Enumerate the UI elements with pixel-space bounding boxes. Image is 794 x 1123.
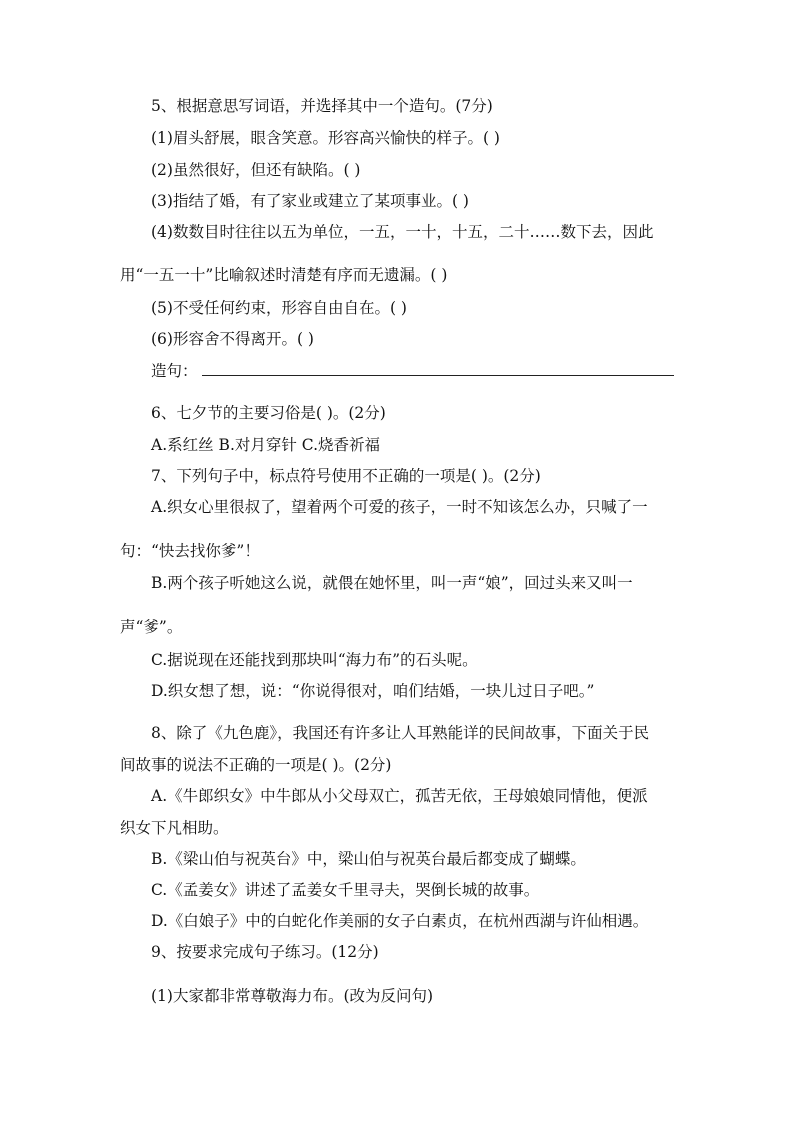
q8-option-b: B.《梁山伯与祝英台》中，梁山伯与祝英台最后都变成了蝴蝶。 <box>151 850 586 868</box>
q8-option-a: A.《牛郎织女》中牛郎从小父母双亡，孤苦无依，王母娘娘同情他，便派 <box>151 787 648 805</box>
q9-title: 9、按要求完成句子练习。(12分) <box>151 943 379 961</box>
q5-item-6: (6)形容舍不得离开。( ) <box>151 330 314 348</box>
q7-option-d: D.织女想了想，说：“你说得很对，咱们结婚，一块儿过日子吧。” <box>151 682 595 700</box>
q5-item-2: (2)虽然很好，但还有缺陷。( ) <box>151 161 361 179</box>
q6-options: A.系红丝 B.对月穿针 C.烧香祈福 <box>151 436 381 454</box>
q5-title: 5、根据意思写词语，并选择其中一个造句。(7分) <box>151 97 493 115</box>
q6-title: 6、七夕节的主要习俗是( )。(2分) <box>151 404 386 422</box>
q8-option-c: C.《孟姜女》讲述了孟姜女千里寻夫，哭倒长城的故事。 <box>151 881 540 899</box>
q8-option-d: D.《白娘子》中的白蛇化作美丽的女子白素贞，在杭州西湖与许仙相遇。 <box>151 912 649 930</box>
q7-option-b-cont: 声“爹”。 <box>120 618 183 636</box>
q7-option-a-cont: 句：“快去找你爹”！ <box>120 542 260 560</box>
q5-item-4-cont: 用“一五一十”比喻叙述时清楚有序而无遗漏。( ) <box>120 266 448 284</box>
q8-title-cont: 间故事的说法不正确的一项是( )。(2分) <box>120 756 392 774</box>
q5-item-4: (4)数数目时往往以五为单位，一五，一十，十五，二十……数下去，因此 <box>151 223 654 241</box>
q7-option-a: A.织女心里很叔了，望着两个可爱的孩子，一时不知该怎么办，只喊了一 <box>151 498 648 516</box>
sentence-answer-line <box>202 375 674 376</box>
sentence-label: 造句： <box>151 362 198 380</box>
q8-title: 8、除了《九色鹿》，我国还有许多让人耳熟能详的民间故事，下面关于民 <box>151 724 650 742</box>
q9-item-1: (1)大家都非常尊敬海力布。(改为反问句) <box>151 987 434 1005</box>
q7-title: 7、下列句子中，标点符号使用不正确的一项是( )。(2分) <box>151 467 541 485</box>
q5-item-5: (5)不受任何约束，形容自由自在。( ) <box>151 299 407 317</box>
q5-item-1: (1)眉头舒展，眼含笑意。形容高兴愉快的样子。( ) <box>151 129 500 147</box>
q8-option-a-cont: 织女下凡相助。 <box>120 819 229 837</box>
q7-option-c: C.据说现在还能找到那块叫“海力布”的石头呢。 <box>151 651 478 669</box>
q7-option-b: B.两个孩子听她这么说，就偎在她怀里，叫一声“娘”，回过头来又叫一 <box>151 574 633 592</box>
q5-item-3: (3)指结了婚，有了家业或建立了某项事业。( ) <box>151 192 469 210</box>
